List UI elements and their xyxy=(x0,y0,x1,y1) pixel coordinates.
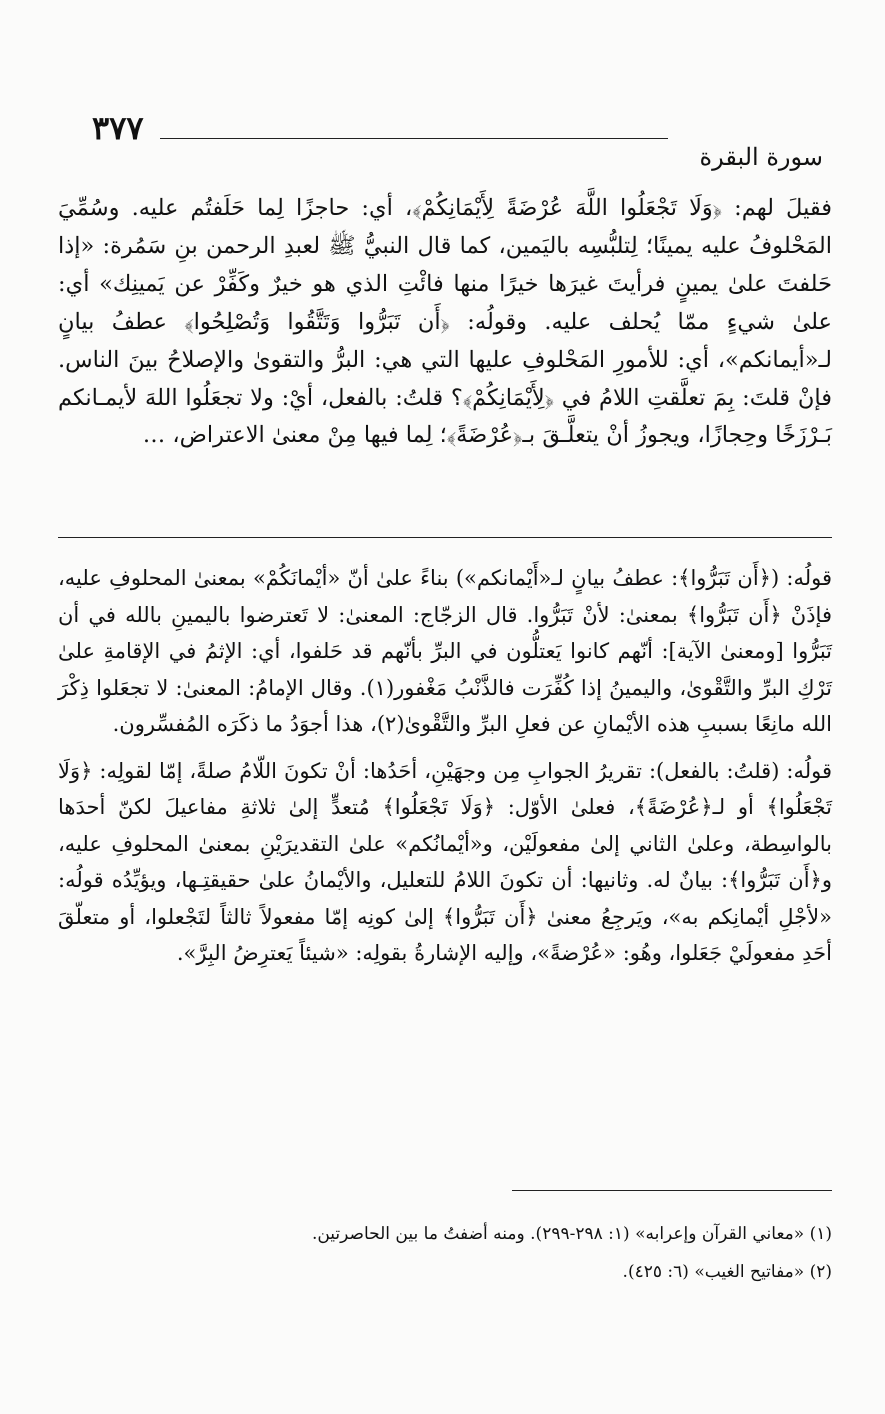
page-number: ٣٧٧ xyxy=(92,109,144,147)
footnotes xyxy=(58,1218,832,1294)
commentary xyxy=(58,560,832,972)
commentary-paragraph-2: قولُه: (قلتُ: بالفعل): تقريرُ الجوابِ مِن وجهَيْنِ، أحَدُها: أنْ تكونَ اللّامُ صلةً، إمّا لقولِه: ﴿وَلَا تَجْعَلُوا﴾ أو لـ﴿عُرْضَةً﴾، فعلىٰ الأوّل: ﴿وَلَا تَجْعَلُوا﴾ مُتعدٍّ إلىٰ ثلاثةِ مفاعيلَ لكنّ أحدَها بالواسِطة، وعلىٰ الثاني إلىٰ مفعولَيْن، و«أيْمانُكم» علىٰ التقديرَيْنِ بمعنىٰ المحلوفِ عليه، و﴿أَن تَبَرُّوا﴾: بيانٌ له. وثانيها: أن تكونَ اللامُ للتعليل، والأيْمانُ علىٰ حقيقتِـها، ويؤيِّدُه قولُه: «لأجْلِ أيْمانِكم به»، ويَرجِعُ معنىٰ ﴿أَن تَبَرُّوا﴾ إلىٰ كونِه إمّا مفعولاً ثالثاً لتَجْعلوا، أو متعلّقَ أحَدِ مفعولَيْ جَعَلوا، وهُو: «عُرْضةً»، وإليه الإشارةُ بقولِه: «شيئاً يَعترِضُ البِرَّ». xyxy=(58,758,832,965)
surah-title: سورة البقرة xyxy=(699,143,823,171)
section-separator xyxy=(58,537,832,538)
footnote-1: (١) «معاني القرآن وإعرابه» (١: ٢٩٨-٢٩٩). ومنه أضفتُ ما بين الحاصرتين. xyxy=(311,1224,832,1244)
header-rule xyxy=(160,138,668,139)
commentary-paragraph-1: قولُه: (﴿أَن تَبَرُّوا﴾: عطفُ بيانٍ لـ«أَيْمانكم») بناءً علىٰ أنّ «أيْمانَكُمْ» بمعنىٰ المحلوفِ عليه، فإذَنْ ﴿أَن تَبَرُّوا﴾ بمعنىٰ: لأنْ تَبَرُّوا. قال الزجّاج: المعنىٰ: لا تَعترضوا باليمينِ بالله في أن تَبَرُّوا [ومعنىٰ الآية]: أنّهم كانوا يَعتلُّون في البرِّ بأنّهم قد حَلفوا، أي: الإثمُ في الإقامةِ علىٰ تَرْكِ البرِّ والتَّقْوىٰ، واليمينُ إذا كُفِّرَت فالذَّنْبُ مَغْفور(١). وقال الإمامُ: المعنىٰ: لا تجعَلوا ذِكْرَ الله مانِعًا بسببِ هذه الأيْمانِ عن فعلِ البرِّ والتَّقْوىٰ(٢)، هذا أجوَدُ ما ذكَرَه المُفسِّرون. xyxy=(58,566,833,736)
footnote-separator xyxy=(512,1190,832,1191)
main-text xyxy=(58,190,832,455)
footnote-2: (٢) «مفاتيح الغيب» (٦: ٤٢٥). xyxy=(622,1262,832,1282)
main-paragraph: فقيلَ لهم: ﴿وَلَا تَجْعَلُوا اللَّهَ عُرْضَةً لِأَيْمَانِكُمْ﴾، أي: حاجزًا لِما حَلَفتُم عليه. وسُمِّيَ المَحْلوفُ عليه يمينًا؛ لِتلبُّسِه باليَمين، كما قال النبيُّ ﷺ لعبدِ الرحمن بنِ سَمُرة: «إذا حَلفتَ علىٰ يمينٍ فرأيتَ غيرَها خيرًا منها فائْتِ الذي هو خيرٌ وكَفِّرْ عن يَمينِك» أي: علىٰ شيءٍ ممّا يُحلف عليه. وقولُه: ﴿أَن تَبَرُّوا وَتَتَّقُوا وَتُصْلِحُوا﴾ عطفُ بيانٍ لـ«أيمانكم»، أي: للأمورِ المَحْلوفِ عليها التي هي: البرُّ والتقوىٰ والإصلاحُ بينَ الناس. فإنْ قلتَ: بِمَ تعلَّقتِ اللامُ في ﴿لِأَيْمَانِكُمْ﴾؟ قلتُ: بالفعل، أيْ: ولا تجعَلُوا اللهَ لأيمـانكم بَـرْزَخًا وحِجازًا، ويجوزُ أنْ يتعلَّـقَ بـ﴿عُرْضَةً﴾؛ لِما فيها مِنْ معنىٰ الاعتراض، … xyxy=(58,195,832,449)
